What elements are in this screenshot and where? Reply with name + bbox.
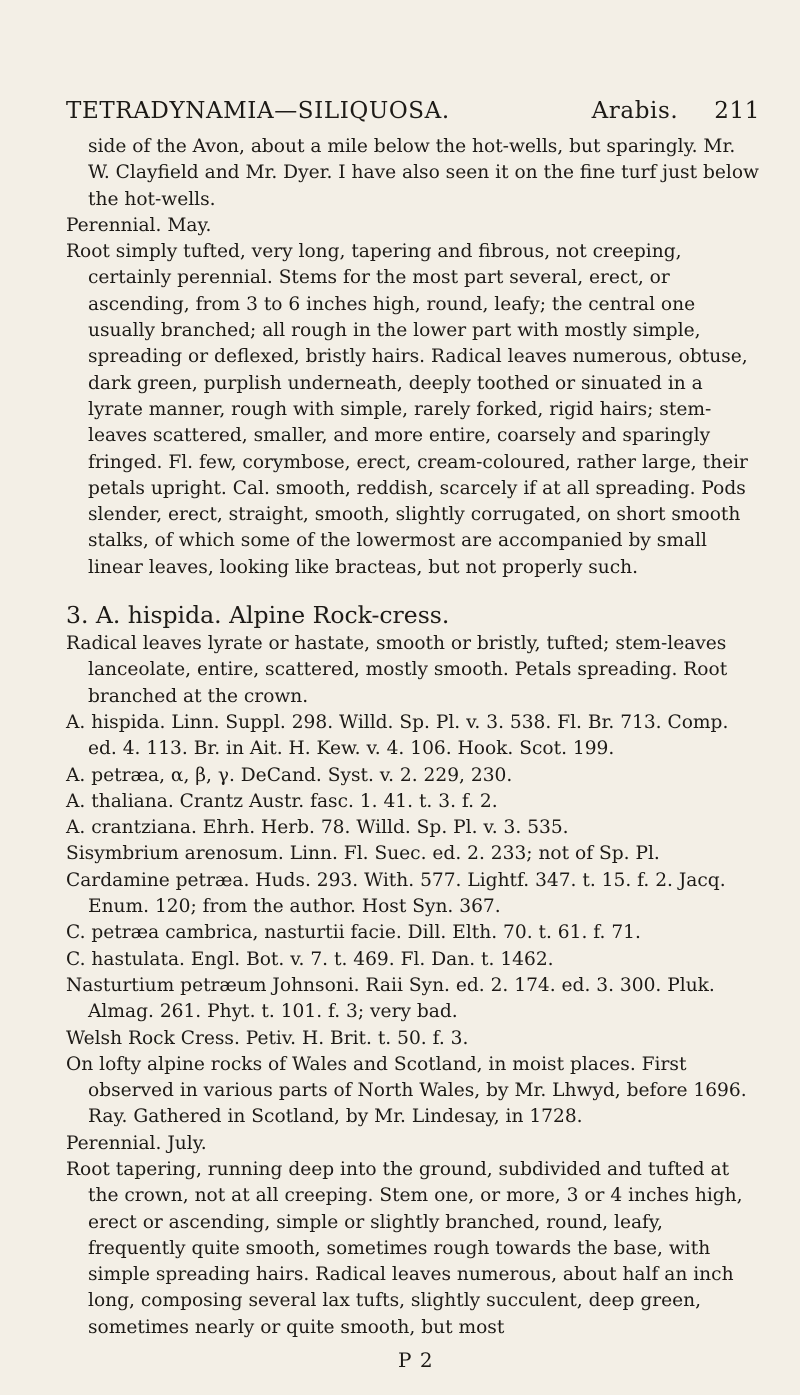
- paragraph-diagnosis: Radical leaves lyrate or hastate, smooth or bristly, tufted; stem-leaves lanceolate, entire, scattered, mostly smooth. Petals spreading. Root branched at the crown.: [66, 633, 728, 707]
- synonym-10: Welsh Rock Cress. Petiv. H. Brit. t. 50. f. 3.: [66, 1027, 469, 1049]
- paragraph-duration-2: Perennial. July.: [66, 1132, 207, 1154]
- synonym-1: A. hispida. Linn. Suppl. 298. Willd. Sp. Pl. v. 3. 538. Fl. Br. 713. Comp. ed. 4. 113. Br. in Ait. H. Kew. v. 4. 106. Hook. Scot. 199.: [66, 711, 729, 760]
- synonym-7: C. petræa cambrica, nasturtii facie. Dill. Elth. 70. t. 61. f. 71.: [66, 922, 641, 944]
- page-number: 211: [714, 98, 760, 124]
- paragraph-continuation: side of the Avon, about a mile below the hot-wells, but sparingly. Mr. W. Clayfield and Mr. Dyer. I have also seen it on the fine turf just below the hot-wells.: [88, 136, 759, 210]
- synonym-8: C. hastulata. Engl. Bot. v. 7. t. 469. Fl. Dan. t. 1462.: [66, 948, 554, 970]
- signature-mark: P 2: [398, 1348, 434, 1372]
- page-body: [66, 134, 760, 1341]
- synonym-4: A. crantziana. Ehrh. Herb. 78. Willd. Sp. Pl. v. 3. 535.: [66, 817, 569, 839]
- species-heading: 3. A. hispida. Alpine Rock-cress.: [66, 601, 450, 630]
- paragraph-duration: Perennial. May.: [66, 214, 212, 236]
- paragraph-habitat: On lofty alpine rocks of Wales and Scotland, in moist places. First observed in various parts of North Wales, by Mr. Lhwyd, before 1696. Ray. Gathered in Scotland, by Mr. Lindesay, in 1728.: [66, 1053, 747, 1128]
- paragraph-description: Root simply tufted, very long, tapering and fibrous, not creeping, certainly perennial. Stems for the most part several, erect, or ascending, from 3 to 6 inches high, round, leafy; the central one usually branched; all rough in the lower part with mostly simple, spreading or deflexed, bristly hairs. Radical leaves numerous, obtuse, dark green, purplish underneath, deeply toothed or sinuated in a lyrate manner, rough with simple, rarely forked, rigid hairs; stem-leaves scattered, smaller, and more entire, coarsely and sparingly fringed. Fl. few, corymbose, erect, cream-coloured, rather large, their petals upright. Cal. smooth, reddish, scarcely if at all spreading. Pods slender, erect, straight, smooth, slightly corrugated, on short smooth stalks, of which some of the lowermost are accompanied by small linear leaves, looking like bracteas, but not properly such.: [66, 241, 748, 578]
- synonym-6: Cardamine petræa. Huds. 293. With. 577. Lightf. 347. t. 15. f. 2. Jacq. Enum. 120; from the author. Host Syn. 367.: [66, 869, 726, 918]
- synonym-9: Nasturtium petræum Johnsoni. Raii Syn. ed. 2. 174. ed. 3. 300. Pluk. Almag. 261. Phyt. t. 101. f. 3; very bad.: [66, 974, 715, 1023]
- paragraph-description-2: Root tapering, running deep into the ground, subdivided and tufted at the crown, not at all creeping. Stem one, or more, 3 or 4 inches high, erect or ascending, simple or slightly branched, round, leafy, frequently quite smooth, sometimes rough towards the base, with simple spreading hairs. Radical leaves numerous, about half an inch long, composing several lax tufts, slightly succulent, deep green, sometimes nearly or quite smooth, but most: [66, 1158, 743, 1338]
- header-title: TETRADYNAMIA—SILIQUOSA.: [66, 98, 450, 124]
- header-genus: Arabis.: [591, 98, 679, 124]
- synonym-3: A. thaliana. Crantz Austr. fasc. 1. 41. t. 3. f. 2.: [66, 790, 498, 812]
- synonym-5: Sisymbrium arenosum. Linn. Fl. Suec. ed. 2. 233; not of Sp. Pl.: [66, 843, 660, 865]
- synonym-2: A. petræa, α, β, γ. DeCand. Syst. v. 2. 229, 230.: [66, 764, 513, 786]
- running-header: [66, 98, 760, 124]
